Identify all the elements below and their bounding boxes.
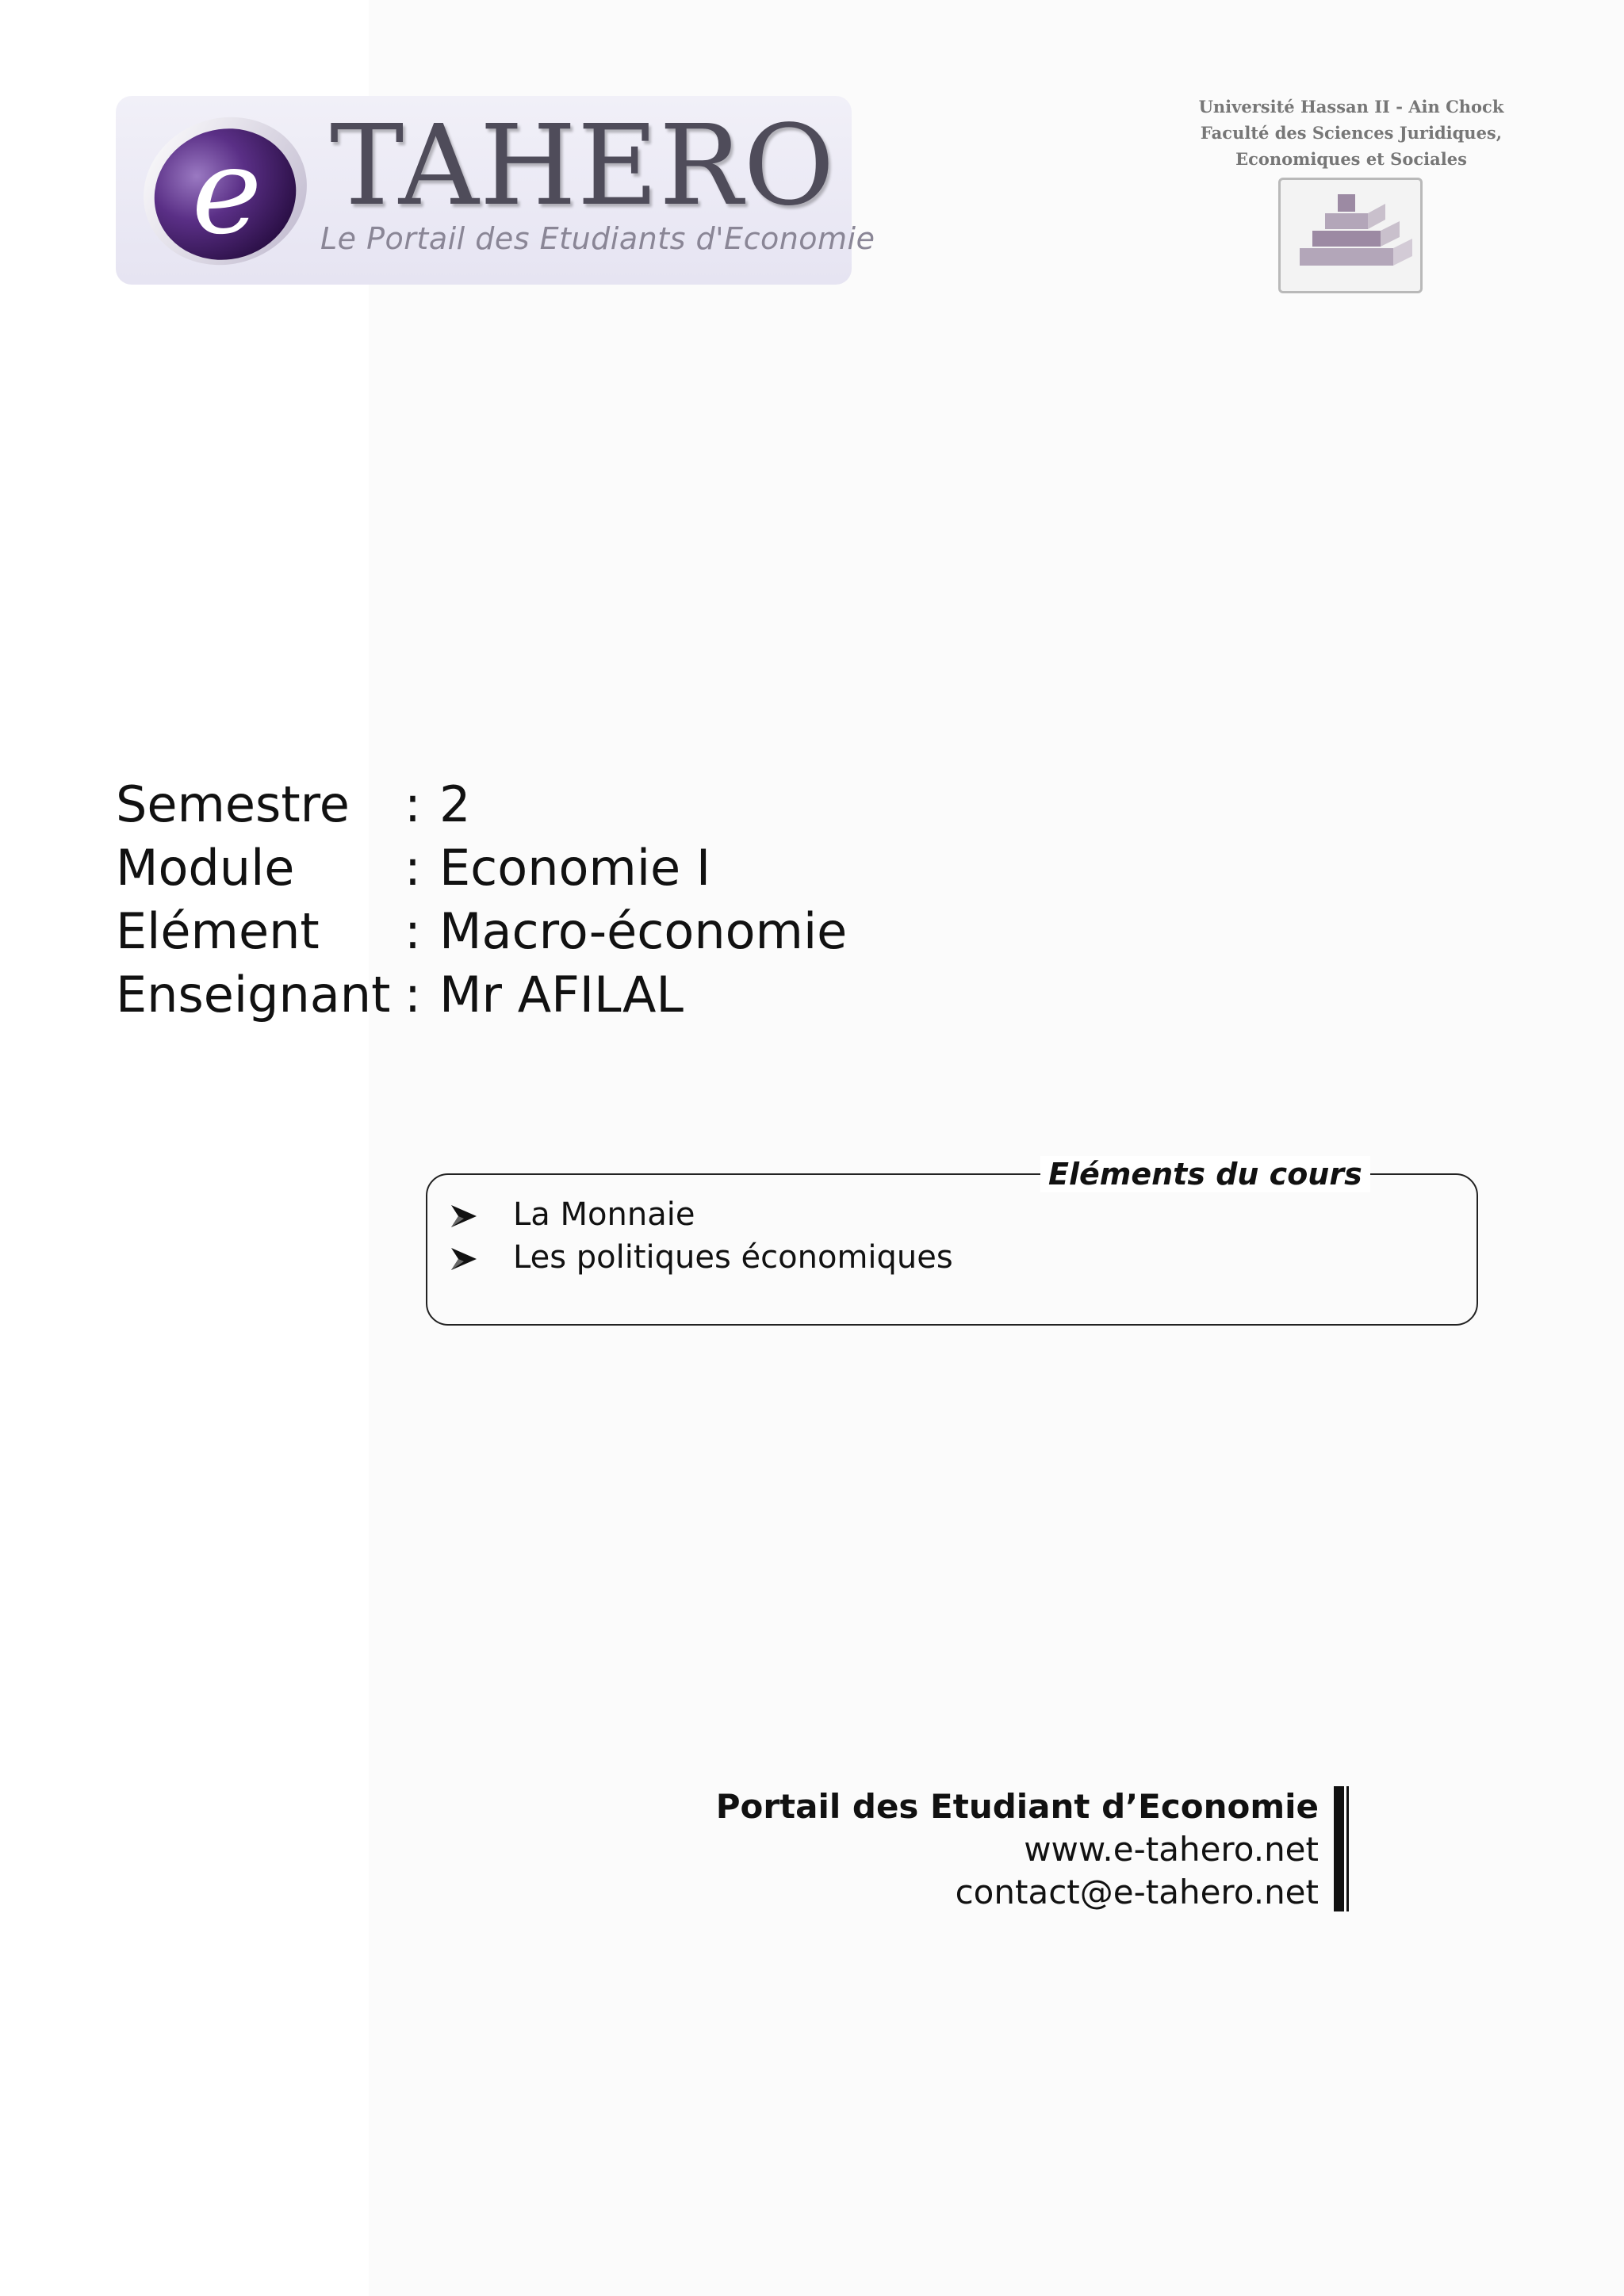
info-label: Module bbox=[116, 839, 295, 897]
info-value: 2 bbox=[439, 775, 471, 833]
info-value: Economie I bbox=[439, 839, 711, 897]
page-background bbox=[369, 0, 1624, 2296]
info-value: Mr AFILAL bbox=[439, 966, 684, 1024]
stepped-pyramid-icon bbox=[1281, 180, 1425, 296]
footer-border-thin bbox=[1346, 1786, 1349, 1911]
list-item-label: Les politiques économiques bbox=[513, 1239, 953, 1276]
course-info bbox=[116, 773, 847, 1027]
info-separator: : bbox=[404, 966, 421, 1024]
arrow-bullet-icon bbox=[448, 1203, 480, 1230]
logo-tagline: Le Portail des Etudiants d'Economie bbox=[320, 221, 875, 256]
svg-text:e: e bbox=[191, 123, 262, 261]
course-elements-title: Eléments du cours bbox=[1040, 1156, 1370, 1192]
university-line-2: Faculté des Sciences Juridiques, bbox=[1200, 123, 1503, 143]
info-separator: : bbox=[404, 902, 421, 960]
university-emblem bbox=[1278, 178, 1423, 293]
arrow-bullet-icon bbox=[448, 1246, 480, 1272]
info-label: Semestre bbox=[116, 775, 350, 833]
university-line-1: Université Hassan II - Ain Chock bbox=[1198, 97, 1504, 117]
info-row-enseignant bbox=[116, 963, 847, 1027]
footer-border-thick bbox=[1334, 1786, 1344, 1911]
info-value: Macro-économie bbox=[439, 902, 848, 960]
list-item bbox=[448, 1193, 953, 1236]
university-line-3: Economiques et Sociales bbox=[1235, 149, 1467, 169]
list-item bbox=[448, 1236, 953, 1279]
university-header bbox=[1189, 94, 1513, 172]
info-row-semestre bbox=[116, 773, 847, 836]
footer-email-link[interactable]: contact@e-tahero.net bbox=[955, 1873, 1319, 1911]
footer-website-link[interactable]: www.e-tahero.net bbox=[1024, 1830, 1319, 1869]
info-separator: : bbox=[404, 839, 421, 897]
etahero-logo bbox=[116, 96, 875, 285]
footer-contact bbox=[698, 1785, 1319, 1914]
list-item-label: La Monnaie bbox=[513, 1196, 695, 1233]
info-separator: : bbox=[404, 775, 421, 833]
footer-title: Portail des Etudiant d’Economie bbox=[715, 1787, 1319, 1826]
info-label: Enseignant bbox=[116, 966, 391, 1024]
info-row-module bbox=[116, 836, 847, 900]
course-elements-list bbox=[448, 1193, 953, 1279]
info-row-element bbox=[116, 900, 847, 963]
logo-name: TAHERO bbox=[330, 101, 836, 231]
info-label: Elément bbox=[116, 902, 320, 960]
